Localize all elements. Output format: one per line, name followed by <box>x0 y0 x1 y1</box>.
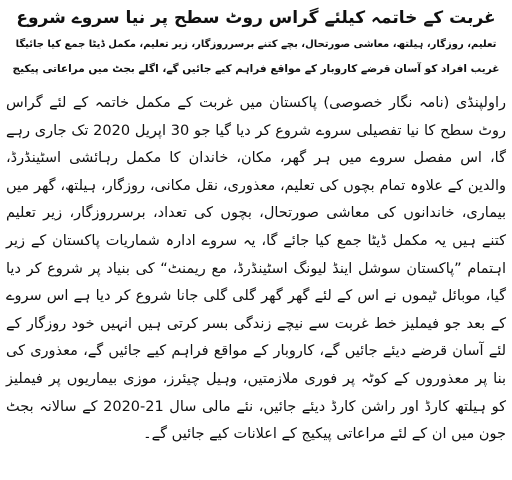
subheadline-1: تعلیم، روزگار، ہیلتھ، معاشی صورتحال، بچے کتنے برسرروزگار، زیر تعلیم، مکمل ڈیٹا جمع کیا جائیگا <box>15 39 497 50</box>
subheadline-2: غریب افراد کو آسان قرضے کاروبار کے مواقع فراہم کیے جائیں گے، اگلے بجٹ میں مراعاتی پیکیج <box>12 63 500 75</box>
headline: غربت کے خاتمہ کیلئے گراس روٹ سطح پر نیا سروے شروع <box>16 8 496 28</box>
article-body: راولپنڈی (نامہ نگار خصوصی) پاکستان میں غربت کے مکمل خاتمہ کے لئے گراس روٹ سطح کا نیا تفصیلی سروے شروع کر دیا گیا جو 30 اپریل 2020 تک جاری رہے گا، اس مفصل سروے میں ہر گھر، مکان، خاندان کا مکمل رہائشی اسٹینڈرڈ، والدین کے علاوہ تمام بچوں کی تعلیم، معذوری، نقل مکانی، روزگار، ہیلتھ، گھر میں بیماری، خاندانوں کی معاشی صورتحال، بچوں کی تعداد، برسرروزگار، زیر تعلیم کتنے ہیں یہ مکمل ڈیٹا جمع کیا جائے گا، یہ سروے ادارہ شماریات پاکستان کے زیر اہتمام ”پاکستان سوشل اینڈ لیونگ اسٹینڈرڈ، مع ریمنٹ“ کی بنیاد پر شروع کر دیا گیا، موبائل ٹیموں نے اس کے لئے گھر گھر گلی گلی جانا شروع کر دیا ہے اس سروے کے بعد جو فیملیز خط غربت سے نیچے زندگی بسر کرتی ہیں انہیں خود روزگار کے لئے آسان قرضے دیئے جائیں گے، کاروبار کے مواقع فراہم کیے جائیں گے، معذوری کی بنا پر معذوروں کے کوٹہ پر فوری ملازمتیں، وہیل چیئرز، موزی بیماریوں پر فیملیز کو ہیلتھ کارڈ اور راشن کارڈ دیئے جائیں، نئے مالی سال 21-2020 کے سالانہ بجٹ جون میں ان کے لئے مراعاتی پیکیج کے اعلانات کیے جائیں گے۔ <box>6 95 507 443</box>
